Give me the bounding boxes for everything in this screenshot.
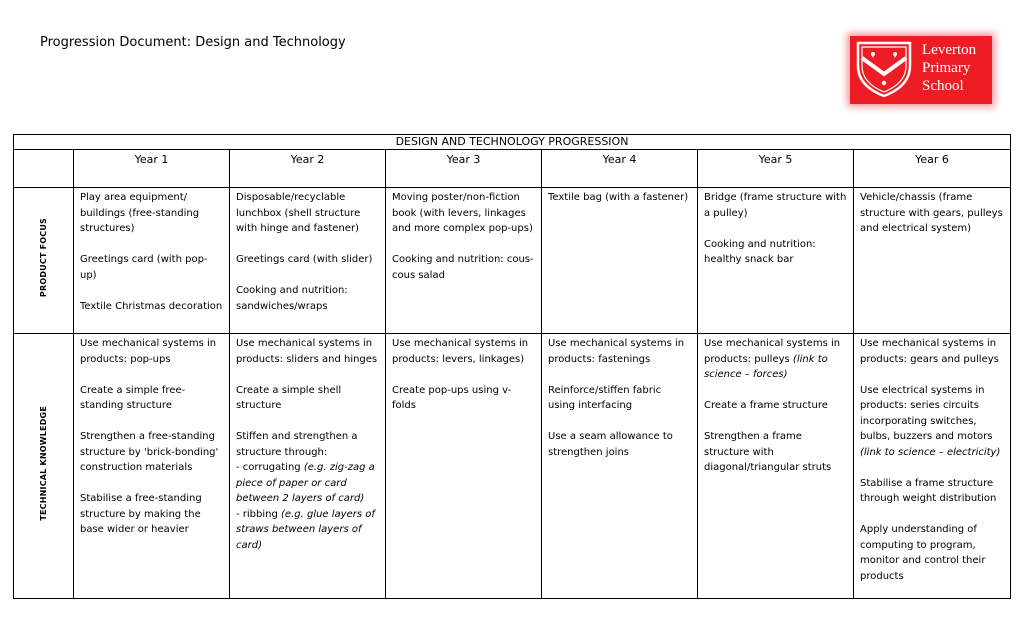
cell-text: Greetings card (with slider): [236, 254, 373, 265]
technical-knowledge-year-5: [698, 334, 854, 599]
cell-text: Cooking and nutrition: sandwiches/wraps: [236, 285, 348, 312]
product-focus-year-3: [386, 188, 542, 334]
cell-text: Strengthen a frame structure with diagonal/triangular struts: [704, 431, 832, 473]
technical-knowledge-row: [14, 334, 1011, 599]
cell-text: Stabilise a frame structure through weight distribution: [860, 477, 997, 504]
year-header: Year 5: [698, 150, 854, 188]
year-header-row: [14, 150, 1011, 188]
year-header: Year 6: [854, 150, 1011, 188]
cell-text-example: (e.g. zig-zag a piece of paper or card between 2 layers of card): [236, 462, 375, 504]
cell-text: [236, 460, 379, 507]
cell-text: Create a frame structure: [704, 400, 828, 411]
technical-knowledge-year-1: [74, 334, 230, 599]
row-label-text: TECHNICAL KNOWLEDGE: [38, 405, 48, 521]
product-focus-year-2: [230, 188, 386, 334]
year-header: Year 2: [230, 150, 386, 188]
cell-text: Vehicle/chassis (frame structure with gears, pulleys and electrical system): [860, 192, 1003, 234]
row-label-text: PRODUCT FOCUS: [38, 218, 48, 298]
corner-cell: [14, 150, 74, 188]
cell-text: Stiffen and strengthen a structure through:: [236, 431, 358, 458]
cell-text: Cooking and nutrition: healthy snack bar: [704, 238, 816, 265]
table-title: DESIGN AND TECHNOLOGY PROGRESSION: [14, 135, 1011, 150]
cell-text: Stabilise a free-standing structure by making the base wider or heavier: [80, 493, 202, 535]
cell-text: [704, 336, 847, 383]
cell-text: Textile Christmas decoration: [80, 300, 223, 312]
product-focus-year-5: [698, 188, 854, 334]
cell-text: Moving poster/non-fiction book (with levers, linkages and more complex pop-ups): [392, 192, 533, 234]
cell-text-part: Use electrical systems in products: series circuits incorporating switches, bulbs, buzzers and motors: [860, 384, 993, 442]
cell-text: Reinforce/stiffen fabric using interfacing: [548, 384, 662, 411]
cell-text: Create a simple free-standing structure: [80, 384, 186, 411]
cell-text: [236, 507, 379, 554]
year-header: Year 1: [74, 150, 230, 188]
document-title: Progression Document: Design and Technology: [40, 35, 346, 50]
technical-knowledge-year-2: [230, 334, 386, 599]
cell-text: Use a seam allowance to strengthen joins: [548, 431, 673, 458]
cell-text: Play area equipment/ buildings (free-standing structures): [80, 192, 200, 234]
product-focus-year-4: [542, 188, 698, 334]
logo-line-3: School: [922, 78, 964, 94]
cell-text-link: (link to science – forces): [704, 353, 828, 380]
cell-text-part: Use mechanical systems in products: pulleys: [704, 338, 841, 365]
cell-text-part: - ribbing: [236, 508, 282, 520]
row-label-product-focus: [14, 188, 74, 334]
technical-knowledge-year-6: [854, 334, 1011, 599]
product-focus-year-6: [854, 188, 1011, 334]
technical-knowledge-year-4: [542, 334, 698, 599]
cell-text: Create a simple shell structure: [236, 384, 342, 411]
cell-text: Greetings card (with pop-up): [80, 254, 208, 281]
row-label-technical-knowledge: [14, 334, 74, 599]
cell-text: Bridge (frame structure with a pulley): [704, 192, 847, 219]
cell-text: Textile bag (with a fastener): [548, 192, 689, 203]
progression-table: [13, 134, 1011, 599]
cell-text: Cooking and nutrition: cous-cous salad: [392, 254, 534, 281]
cell-text: Create pop-ups using v-folds: [392, 384, 512, 411]
cell-text: Use mechanical systems in products: levers, linkages): [392, 338, 529, 365]
product-focus-row: [14, 188, 1011, 334]
cell-text: Use mechanical systems in products: sliders and hinges: [236, 338, 378, 365]
cell-text-link: (link to science – electricity): [860, 446, 1001, 458]
logo-line-1: Leverton: [922, 42, 977, 58]
cell-text: Apply understanding of computing to program, monitor and control their products: [860, 524, 986, 582]
cell-text: Disposable/recyclable lunchbox (shell structure with hinge and fastener): [236, 192, 361, 234]
cell-text: Use mechanical systems in products: fastenings: [548, 338, 685, 365]
year-header: Year 4: [542, 150, 698, 188]
cell-text: Use mechanical systems in products: pop-ups: [80, 338, 217, 365]
technical-knowledge-year-3: [386, 334, 542, 599]
cell-text: [860, 383, 1004, 461]
cell-text: Strengthen a free-standing structure by 'brick-bonding' construction materials: [80, 431, 219, 473]
school-logo: [850, 36, 992, 104]
product-focus-year-1: [74, 188, 230, 334]
school-crest-icon: [850, 36, 992, 104]
cell-text-part: - corrugating: [236, 462, 304, 473]
year-header: Year 3: [386, 150, 542, 188]
cell-text-example: (e.g. glue layers of straws between layers of card): [236, 508, 375, 551]
cell-text: Use mechanical systems in products: gears and pulleys: [860, 338, 999, 365]
logo-line-2: Primary: [922, 60, 971, 76]
